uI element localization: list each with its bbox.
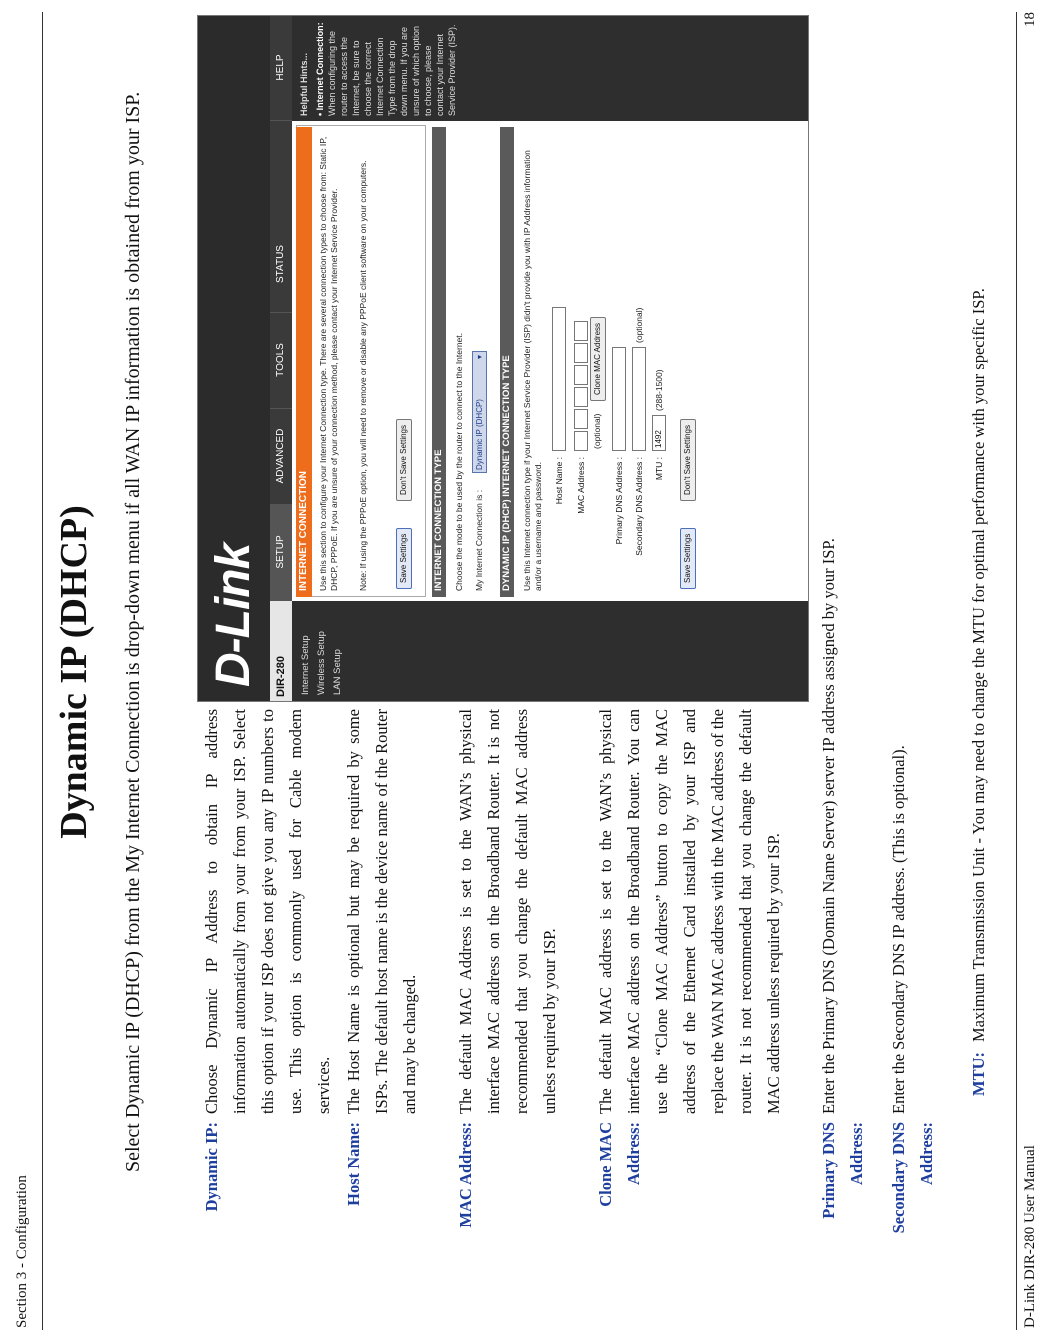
desc-mtu: Maximum Transmission Unit - You may need to change the MTU for optimal performance with your specific ISP. <box>969 288 988 1042</box>
help-text: When configuring the router to access the Internet, be sure to choose the correct Internet Connection Type from the drop down menu. If you are unsure of which option to choose, please contact your Internet Service Provider (ISP). <box>327 24 457 116</box>
mtu-range: (288-1500) <box>654 369 664 411</box>
router-screenshot <box>197 15 809 702</box>
footer-manual-title: D-Link DIR-280 User Manual <box>1022 1145 1038 1328</box>
desc-dynamic-ip: Choose Dynamic IP Address to obtain IP address information automatically from your from your ISP. Select this option if your ISP does not give you any IP numbers to use. This option is commonly used for Cable modem services. <box>202 709 333 1114</box>
tab-setup[interactable]: SETUP <box>270 504 292 601</box>
page-number: 18 <box>1022 12 1038 27</box>
main-content <box>296 125 804 597</box>
label-clone-mac-line2: Address: <box>624 1122 643 1185</box>
mtu-label: MTU : <box>654 457 664 481</box>
mac-octet-2[interactable] <box>574 409 588 429</box>
tab-tools[interactable]: TOOLS <box>270 312 292 409</box>
label-mac-address: MAC Address: <box>456 1122 475 1228</box>
mac-octet-4[interactable] <box>574 365 588 385</box>
section-header: Section 3 - Configuration <box>14 1175 30 1328</box>
mac-octet-3[interactable] <box>574 387 588 407</box>
connection-type-desc: Choose the mode to be used by the router to connect to the Internet. <box>454 332 464 591</box>
dont-save-button-bottom[interactable]: Don't Save Settings <box>680 419 696 501</box>
save-settings-button-bottom[interactable]: Save Settings <box>680 528 696 589</box>
mac-octet-5[interactable] <box>574 343 588 363</box>
connection-type-label: My Internet Connection is : <box>474 489 484 591</box>
label-primary-dns-line2: Address: <box>847 1122 866 1185</box>
label-primary-dns <box>815 1122 871 1328</box>
sidebar <box>292 601 808 701</box>
desc-primary-dns: Enter the Primary DNS (Domain Name Server) server IP address assigned by your ISP. <box>819 538 838 1114</box>
header-rule <box>42 12 43 1330</box>
tab-status[interactable]: STATUS <box>270 216 292 313</box>
dhcp-desc: Use this Internet connection type if your Internet Service Provider (ISP) didn't provide you with IP Address information and/or a username and password. <box>522 150 543 591</box>
mac-octet-6[interactable] <box>574 321 588 341</box>
dont-save-button-top[interactable]: Don't Save Settings <box>396 419 412 501</box>
footer-rule <box>1016 12 1017 1330</box>
desc-clone-mac: The default MAC address is set to the WAN’s physical interface MAC address on the Broadband Router. You can use the “Clone MAC Address” button to copy the MAC address of the Ethernet Card installed by your ISP and replace the WAN MAC address with the MAC address of the router. It is not recommended that you change the default MAC address unless required by your ISP. <box>596 709 783 1114</box>
desc-secondary-dns: Enter the Secondary DNS IP address. (This is optional). <box>889 745 908 1114</box>
tab-help[interactable]: HELP <box>270 15 292 121</box>
secondary-dns-label: Secondary DNS Address : <box>634 457 644 556</box>
tab-advanced[interactable]: ADVANCED <box>270 408 292 505</box>
label-secondary-dns-line2: Address: <box>917 1122 936 1185</box>
connection-type-value: Dynamic IP (DHCP) <box>475 399 484 470</box>
model-label: DIR-280 <box>270 601 292 701</box>
mac-octet-1[interactable] <box>574 431 588 451</box>
mtu-input[interactable]: 1492 <box>652 415 666 451</box>
save-settings-button-top[interactable]: Save Settings <box>396 528 412 589</box>
connection-type-select[interactable] <box>472 351 487 473</box>
help-title: Helpful Hints... <box>299 53 309 116</box>
internet-connection-desc: Use this section to configure your Internet Connection type. There are several connection types to choose from: Static IP, DHCP, PPPoE. If you are unsure of your connection method, please contact your Internet Service Provider. <box>318 136 339 591</box>
desc-mac-address: The default MAC Address is set to the WAN’s physical interface MAC address on the Broadband Router. It is not recommended that you change the default MAC address unless required by your ISP. <box>456 709 559 1114</box>
label-host-name: Host Name: <box>344 1122 363 1206</box>
host-name-input[interactable] <box>552 307 566 451</box>
label-primary-dns-line1: Primary DNS <box>819 1122 838 1219</box>
help-bullet: • Internet Connection: <box>315 22 325 116</box>
sidebar-item-lan-setup[interactable]: LAN Setup <box>332 649 343 695</box>
desc-host-name: The Host Name is optional but may be required by some ISPs. The default host name is the device name of the Router and may be changed. <box>344 709 419 1114</box>
label-secondary-dns <box>885 1122 941 1328</box>
chevron-down-icon: ▾ <box>475 355 484 360</box>
sidebar-item-wireless-setup[interactable]: Wireless Setup <box>316 631 327 695</box>
label-clone-mac <box>592 1122 648 1328</box>
mac-address-label: MAC Address : <box>576 457 586 514</box>
primary-dns-label: Primary DNS Address : <box>614 457 624 545</box>
label-dynamic-ip: Dynamic IP: <box>202 1122 221 1212</box>
secondary-dns-optional: (optional) <box>634 307 644 343</box>
mac-optional-note: (optional) <box>592 413 602 449</box>
page-title: Dynamic IP (DHCP) <box>53 505 95 839</box>
help-panel <box>292 16 808 121</box>
dlink-logo: D-Link <box>207 543 260 687</box>
internet-connection-header: INTERNET CONNECTION <box>296 127 312 597</box>
clone-mac-button[interactable]: Clone MAC Address <box>590 317 606 401</box>
host-name-label: Host Name : <box>554 457 564 505</box>
label-clone-mac-line1: Clone MAC <box>596 1122 615 1207</box>
internet-connection-note: Note: If using the PPPoE option, you will need to remove or disable any PPPoE client software on your computers. <box>358 160 368 591</box>
secondary-dns-input[interactable] <box>632 347 646 451</box>
primary-dns-input[interactable] <box>612 347 626 451</box>
top-banner <box>198 16 270 701</box>
intro-text: Select Dynamic IP (DHCP) from the My Internet Connection is drop-down menu if all WAN IP information is obtained from your ISP. <box>122 91 144 1172</box>
sidebar-item-internet-setup[interactable]: Internet Setup <box>300 635 311 695</box>
label-secondary-dns-line1: Secondary DNS <box>889 1122 908 1234</box>
label-mtu: MTU: <box>969 1052 988 1096</box>
connection-type-header: INTERNET CONNECTION TYPE <box>432 127 446 597</box>
dhcp-header: DYNAMIC IP (DHCP) INTERNET CONNECTION TYPE <box>500 127 514 597</box>
